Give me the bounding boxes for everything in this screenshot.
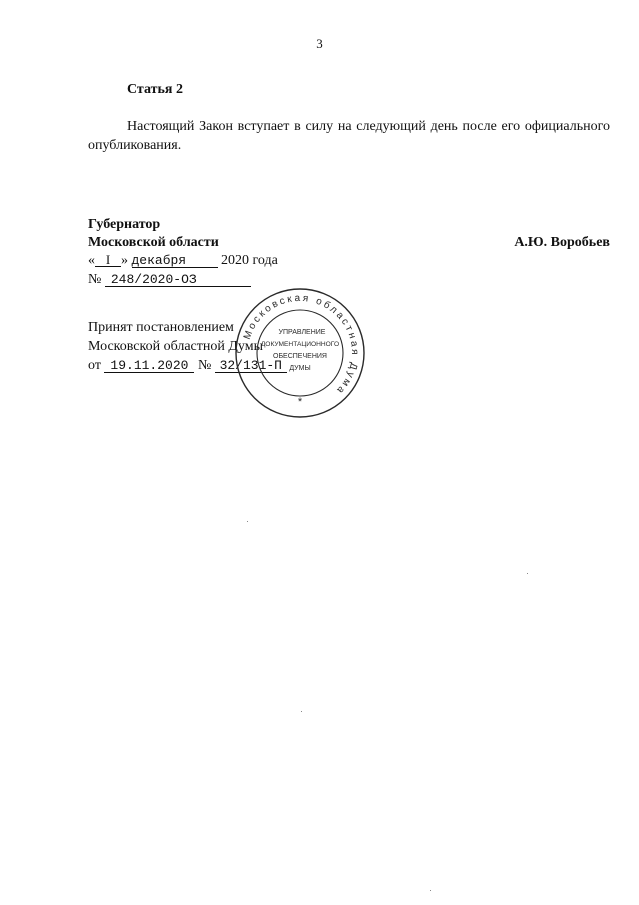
stamp-center-line-2: ДОКУМЕНТАЦИОННОГО — [260, 341, 340, 348]
signer-title-line-1: Губернатор — [88, 217, 161, 232]
date-year: 2020 года — [221, 253, 278, 268]
stamp-center-line-3: ОБЕСПЕЧЕНИЯ — [273, 353, 327, 360]
adoption-from-label: от — [88, 358, 101, 373]
scan-speck — [247, 521, 248, 522]
signing-date-line — [88, 253, 278, 269]
stamp-center-line-1: УПРАВЛЕНИЕ — [278, 329, 326, 336]
article-heading: Статья 2 — [127, 82, 183, 97]
date-open-quote: « — [88, 253, 95, 268]
adoption-number-label: № — [197, 358, 212, 373]
date-close-quote: » — [121, 253, 128, 268]
stamp-center-line-4: ДУМЫ — [289, 365, 311, 372]
stamp-star: * — [297, 396, 303, 408]
scan-speck — [527, 573, 528, 574]
adoption-line-2: Московской областной Думы — [88, 339, 263, 354]
registration-label: № — [88, 272, 102, 287]
article-paragraph: Настоящий Закон вступает в силу на следующий день после его официального опубликования. — [88, 119, 610, 153]
page-number: 3 — [316, 36, 323, 51]
adoption-line-1: Принят постановлением — [88, 320, 234, 335]
scan-speck — [301, 711, 302, 712]
registration-number: 248/2020-ОЗ — [105, 273, 251, 287]
stamp-ring-text: Московская областная Дума — [241, 292, 361, 398]
registration-line — [88, 272, 251, 288]
stamp-seal — [233, 286, 367, 420]
scan-speck — [430, 890, 431, 891]
date-day: I — [95, 253, 121, 267]
date-month: декабря — [132, 254, 218, 268]
adoption-number: 32/131-П — [215, 359, 287, 373]
adoption-date: 19.11.2020 — [104, 359, 194, 373]
official-stamp — [233, 286, 367, 420]
signer-name: А.Ю. Воробьев — [514, 235, 610, 250]
signer-title-line-2: Московской области — [88, 235, 219, 250]
